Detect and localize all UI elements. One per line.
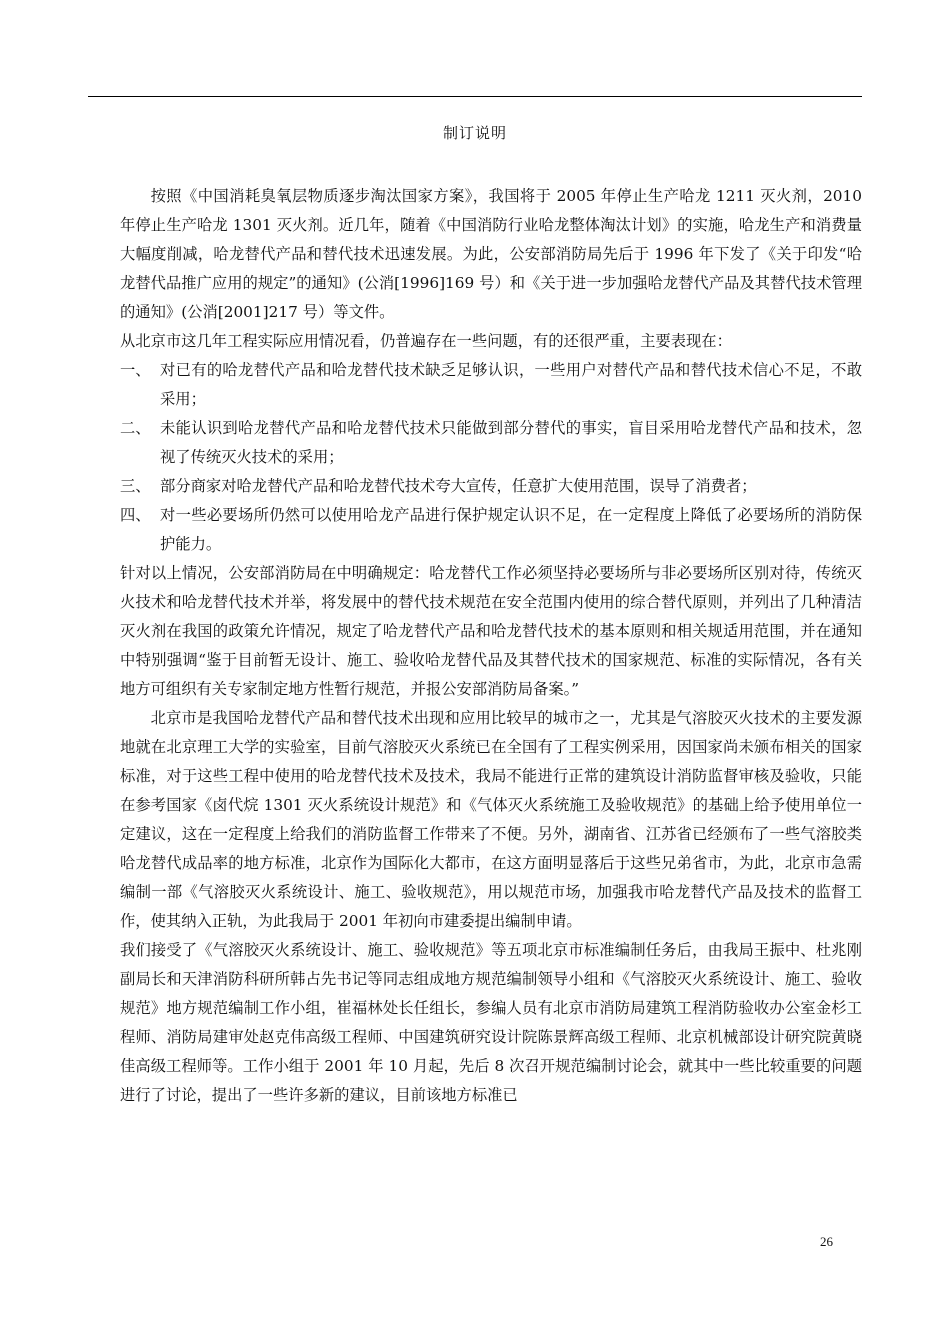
paragraph-regulation-response: 针对以上情况，公安部消防局在中明确规定：哈龙替代工作必须坚持必要场所与非必要场所区别对待，传统灭火技术和哈龙替代技术并举，将发展中的替代技术规范在安全范围内使用的综合替代原则，并列出了几种清洁灭火剂在我国的政策允许情况，规定了哈龙替代产品和哈龙替代技术的基本原则和相关规适用范围，并在通知中特别强调“鉴于目前暂无设计、施工、验收哈龙替代品及其替代技术的国家规范、标准的实际情况，各有关地方可组织有关专家制定地方性暂行规范，并报公安部消防局备案。” [120,564,862,698]
page-number: 26 [820,1234,833,1249]
header-rule [88,96,862,97]
list-marker: 二、 [120,419,151,437]
paragraph-drafting-team: 我们接受了《气溶胶灭火系统设计、施工、验收规范》等五项北京市标准编制任务后，由我局王振中、杜兆刚副局长和天津消防科研所韩占先书记等同志组成地方规范编制领导小组和《气溶胶灭火系统设计、施工、验收规范》地方规范编制工作小组，崔福林处长任组长，参编人员有北京市消防局建筑工程消防验收办公室金杉工程师、消防局建审处赵克伟高级工程师、中国建筑研究设计院陈景辉高级工程师、北京机械部设计研究院黄晓佳高级工程师等。工作小组于 2001 年 10 月起，先后 8 次召开规范编制讨论会，就其中一些比较重要的问题进行了讨论，提出了一些许多新的建议，目前该地方标准已 [120,941,862,1104]
list-item-2 [120,414,862,472]
list-item-text: 对一些必要场所仍然可以使用哈龙产品进行保护规定认识不足，在一定程度上降低了必要场所的消防保护能力。 [160,506,862,553]
paragraph-problems-intro: 从北京市这几年工程实际应用情况看，仍普遍存在一些问题，有的还很严重，主要表现在： [120,332,732,350]
document-title: 制订说明 [442,124,507,142]
list-marker: 三、 [120,477,151,495]
list-marker: 一、 [120,361,151,379]
document-body [120,182,862,1110]
paragraph-background: 按照《中国消耗臭氧层物质逐步淘汰国家方案》，我国将于 2005 年停止生产哈龙 1211 灭火剂，2010 年停止生产哈龙 1301 灭火剂。近几年，随着《中国消防行业哈龙整体淘汰计划》的实施，哈龙生产和消费量大幅度削减，哈龙替代产品和替代技术迅速发展。为此，公安部消防局先后于 1996 年下发了《关于印发“哈龙替代品推广应用的规定”的通知》(公消[1996]169 号）和《关于进一步加强哈龙替代产品及其替代技术管理的通知》(公消[2001]217 号）等文件。 [120,187,862,321]
list-item-3 [120,472,862,501]
list-item-1 [120,356,862,414]
list-item-text: 部分商家对哈龙替代产品和哈龙替代技术夸大宣传，任意扩大使用范围，误导了消费者； [160,477,757,495]
list-item-text: 对已有的哈龙替代产品和哈龙替代技术缺乏足够认识，一些用户对替代产品和替代技术信心不足，不敢采用； [160,361,862,408]
paragraph-beijing-situation: 北京市是我国哈龙替代产品和替代技术出现和应用比较早的城市之一，尤其是气溶胶灭火技术的主要发源地就在北京理工大学的实验室，目前气溶胶灭火系统已在全国有了工程实例采用，因国家尚未颁布相关的国家标准，对于这些工程中使用的哈龙替代技术及技术，我局不能进行正常的建筑设计消防监督审核及验收，只能在参考国家《卤代烷 1301 灭火系统设计规范》和《气体灭火系统施工及验收规范》的基础上给予使用单位一定建议，这在一定程度上给我们的消防监督工作带来了不便。另外，湖南省、江苏省已经颁布了一些气溶胶类哈龙替代成品率的地方标准，北京作为国际化大都市，在这方面明显落后于这些兄弟省市，为此，北京市急需编制一部《气溶胶灭火系统设计、施工、验收规范》，用以规范市场，加强我市哈龙替代产品及技术的监督工作，使其纳入正轨，为此我局于 2001 年初向市建委提出编制申请。 [120,709,862,930]
list-item-4 [120,501,862,559]
list-marker: 四、 [120,506,151,524]
list-item-text: 未能认识到哈龙替代产品和哈龙替代技术只能做到部分替代的事实，盲目采用哈龙替代产品和技术，忽视了传统灭火技术的采用； [160,419,862,466]
